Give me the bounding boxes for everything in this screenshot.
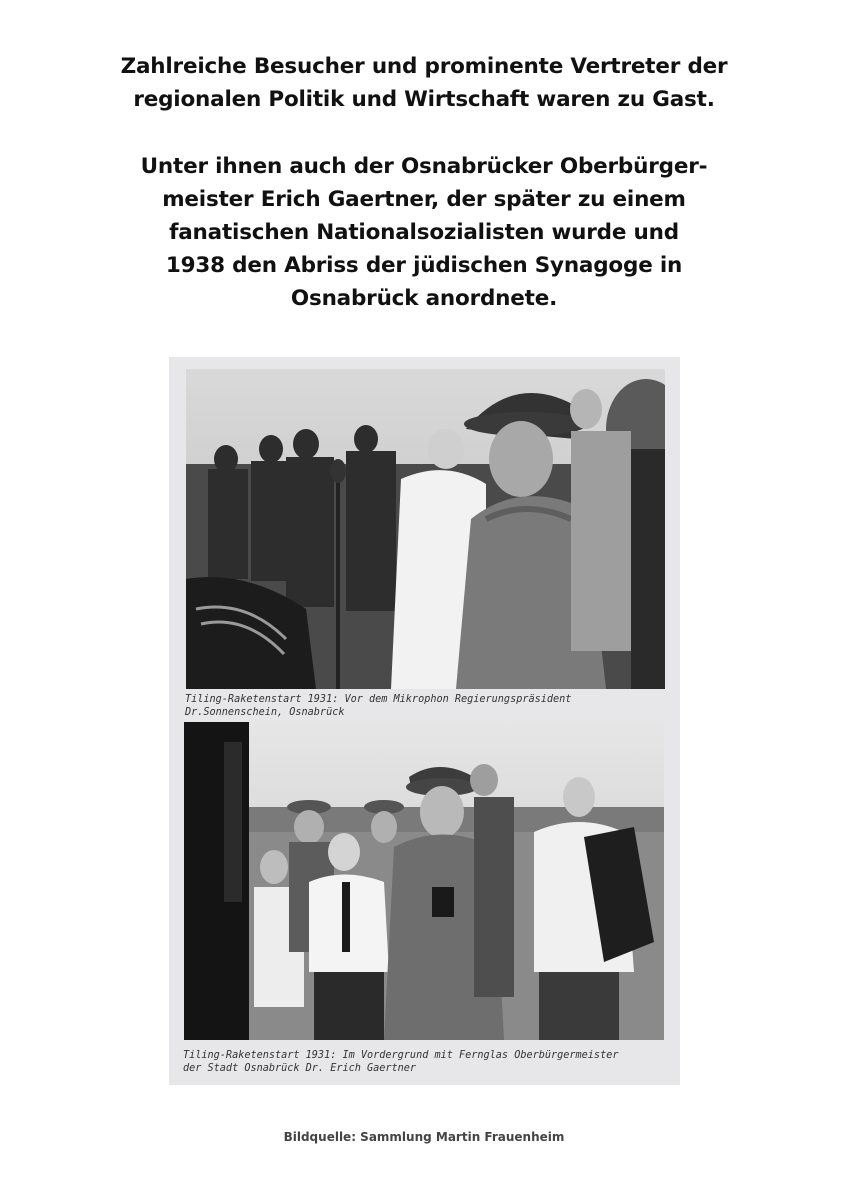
photo-caption — [185, 693, 571, 719]
caption-line: der Stadt Osnabrück Dr. Erich Gaertner — [183, 1063, 417, 1074]
body-line: Unter ihnen auch der Osnabrücker Oberbürger- — [140, 154, 708, 179]
caption-line: Dr.Sonnenschein, Osnabrück — [185, 707, 345, 718]
body-line: fanatischen Nationalsozialisten wurde und — [169, 220, 679, 245]
photo-mayor-binoculars — [184, 722, 664, 1040]
caption-line: Tiling-Raketenstart 1931: Im Vordergrund mit Fernglas Oberbürgermeister — [183, 1050, 619, 1061]
image-source-credit: Bildquelle: Sammlung Martin Frauenheim — [283, 1130, 565, 1144]
body-line: 1938 den Abriss der jüdischen Synagoge in — [165, 253, 683, 278]
photo-microphone-speech — [186, 369, 665, 689]
intro-heading — [60, 50, 788, 116]
body-line: meister Erich Gaertner, der später zu einem — [162, 187, 686, 212]
scanned-photo-sheet — [169, 357, 680, 1085]
photo-caption — [183, 1049, 618, 1075]
body-text — [60, 150, 788, 315]
caption-line: Tiling-Raketenstart 1931: Vor dem Mikrophon Regierungspräsident — [185, 694, 572, 705]
body-line: Osnabrück anordnete. — [290, 286, 558, 311]
intro-line: Zahlreiche Besucher und prominente Vertreter der — [120, 54, 728, 79]
intro-line: regionalen Politik und Wirtschaft waren zu Gast. — [133, 87, 715, 112]
photo-image — [184, 722, 664, 1040]
photo-image — [186, 369, 665, 689]
